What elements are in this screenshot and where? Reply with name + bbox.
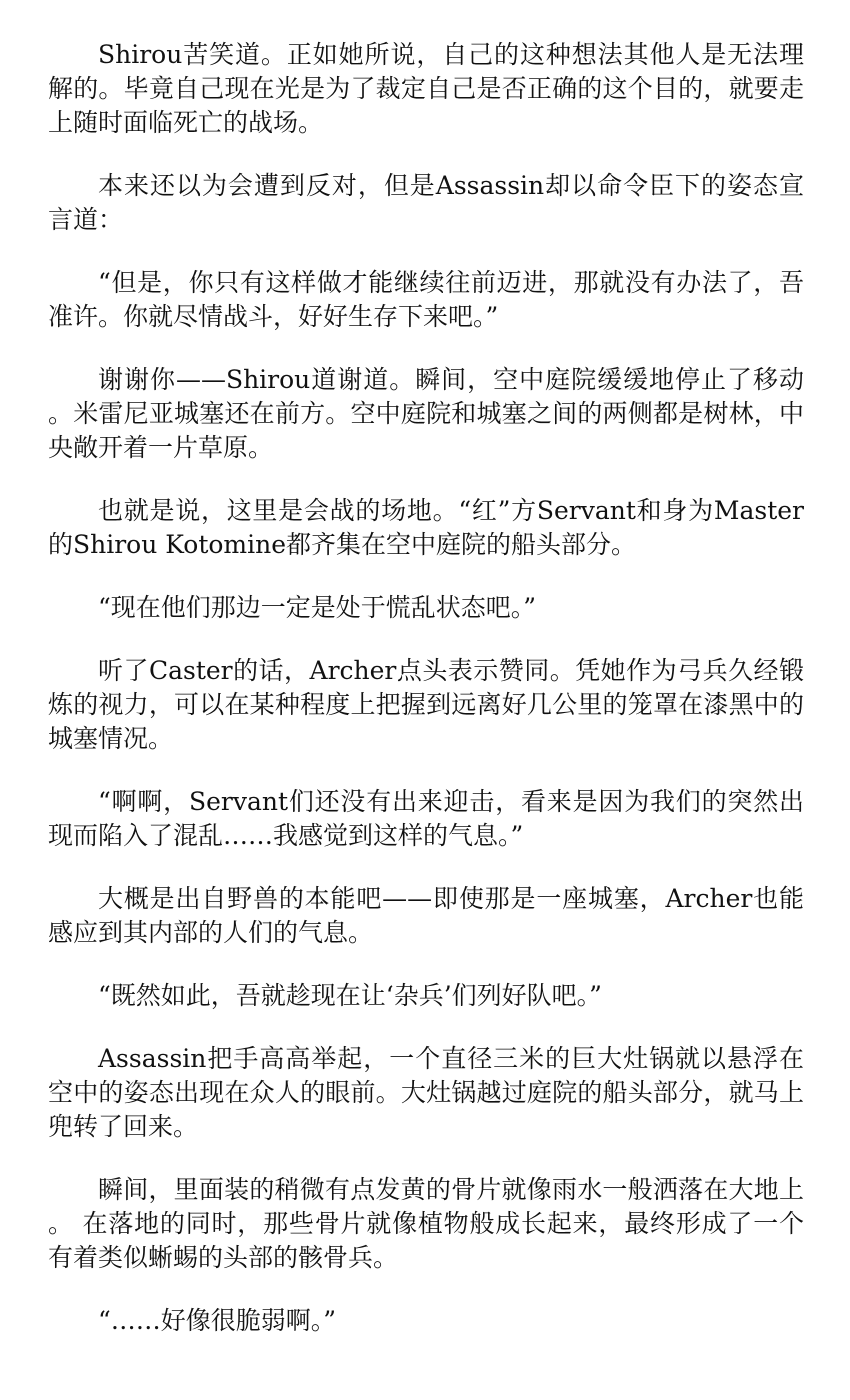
paragraph-4: 谢谢你——Shirou道谢道。瞬间，空中庭院缓缓地停止了移动。米雷尼亚城塞还在前方。空中庭院和城塞之间的两侧都是树林，中央敞开着一片草原。	[48, 365, 804, 462]
paragraph-12: 瞬间，里面装的稍微有点发黄的骨片就像雨水一般洒落在大地上。 在落地的同时，那些骨片就像植物般成长起来，最终形成了一个有着类似蜥蜴的头部的骸骨兵。	[48, 1175, 804, 1272]
paragraph-8: “啊啊，Servant们还没有出来迎击，看来是因为我们的突然出现而陷入了混乱……我感觉到这样的气息。”	[48, 787, 804, 850]
paragraph-9: 大概是出自野兽的本能吧——即使那是一座城塞，Archer也能感应到其内部的人们的气息。	[48, 884, 804, 947]
paragraph-5: 也就是说，这里是会战的场地。“红”方Servant和身为Master的Shirou Kotomine都齐集在空中庭院的船头部分。	[48, 496, 804, 559]
paragraph-6: “现在他们那边一定是处于慌乱状态吧。”	[98, 593, 537, 622]
paragraph-7: 听了Caster的话，Archer点头表示赞同。凭她作为弓兵久经锻炼的视力，可以在某种程度上把握到远离好几公里的笼罩在漆黑中的城塞情况。	[48, 656, 804, 753]
paragraph-3: “但是，你只有这样做才能继续往前迈进，那就没有办法了，吾准许。你就尽情战斗，好好生存下来吧。”	[48, 268, 804, 331]
paragraph-1: Shirou苦笑道。正如她所说，自己的这种想法其他人是无法理解的。毕竟自己现在光是为了裁定自己是否正确的这个目的，就要走上随时面临死亡的战场。	[48, 40, 804, 137]
paragraph-10: “既然如此，吾就趁现在让‘杂兵’们列好队吧。”	[98, 981, 602, 1010]
paragraph-11: Assassin把手高高举起，一个直径三米的巨大灶锅就以悬浮在空中的姿态出现在众人的眼前。大灶锅越过庭院的船头部分，就马上兜转了回来。	[48, 1044, 804, 1141]
paragraph-13: “……好像很脆弱啊。”	[98, 1306, 337, 1335]
paragraph-2: 本来还以为会遭到反对，但是Assassin却以命令臣下的姿态宣言道：	[48, 171, 804, 234]
